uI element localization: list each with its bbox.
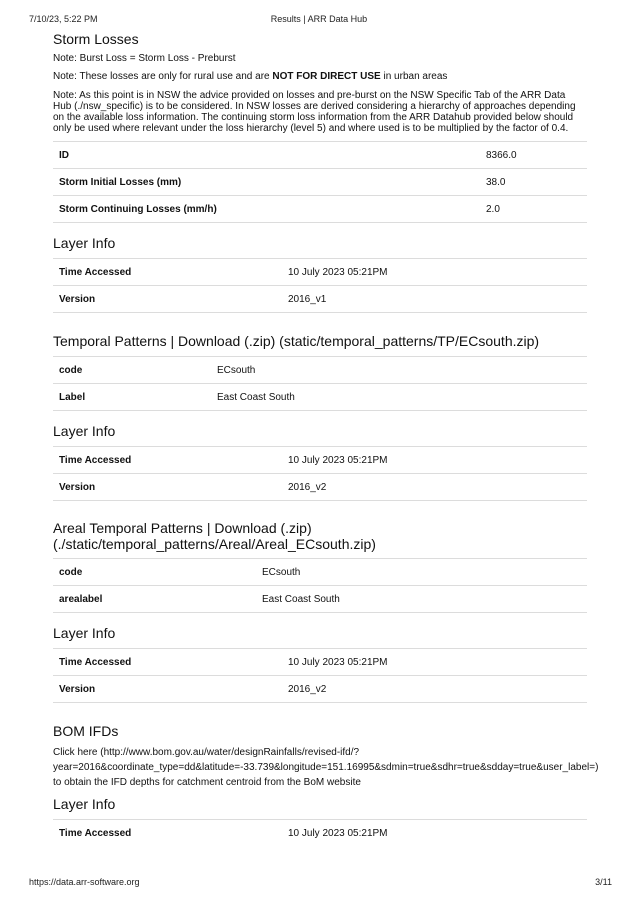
row-value: 38.0 <box>480 169 587 196</box>
row-value: 10 July 2023 05:21PM <box>282 259 587 286</box>
temporal-patterns-heading: Temporal Patterns | Download (.zip) (static/temporal_patterns/TP/ECsouth.zip) <box>53 333 540 349</box>
table-row <box>53 142 587 169</box>
table-row <box>53 649 587 676</box>
row-value: 8366.0 <box>480 142 587 169</box>
row-value: East Coast South <box>211 384 587 411</box>
row-label: Storm Initial Losses (mm) <box>53 169 480 196</box>
row-label: Version <box>53 474 282 501</box>
row-label: arealabel <box>53 586 256 613</box>
row-label: code <box>53 559 256 586</box>
row-value: 2016_v2 <box>282 474 587 501</box>
table-row <box>53 820 587 847</box>
print-datetime: 7/10/23, 5:22 PM <box>29 14 98 24</box>
bom-ifd-link[interactable]: Click here (http://www.bom.gov.au/water/designRainfalls/revised-ifd/? year=2016&coordinate_type=dd&latitude=-33.739&longitude=151.16995&sdmin=true&sdhr=true&sdday=true&user_label=) to obtain the IFD depths for catchment centroid from the BoM website <box>53 747 599 788</box>
print-page-number: 3/11 <box>595 877 612 887</box>
row-label: Version <box>53 676 282 703</box>
row-value: 10 July 2023 05:21PM <box>282 820 587 847</box>
layer-info-table <box>53 258 587 313</box>
rural-use-note: Note: These losses are only for rural use and are NOT FOR DIRECT USE in urban areas <box>53 71 448 82</box>
row-value: East Coast South <box>256 586 587 613</box>
row-label: Time Accessed <box>53 447 282 474</box>
table-row <box>53 559 587 586</box>
row-label: Label <box>53 384 211 411</box>
row-value: 2016_v1 <box>282 286 587 313</box>
table-row <box>53 586 587 613</box>
row-value: 10 July 2023 05:21PM <box>282 649 587 676</box>
row-label: Time Accessed <box>53 649 282 676</box>
temporal-patterns-table <box>53 356 587 411</box>
table-row <box>53 286 587 313</box>
table-row <box>53 384 587 411</box>
layer-info-heading: Layer Info <box>53 423 116 439</box>
print-footer-url: https://data.arr-software.org <box>29 877 140 887</box>
bom-ifds-heading: BOM IFDs <box>53 723 119 739</box>
row-value: 2.0 <box>480 196 587 223</box>
row-label: Time Accessed <box>53 259 282 286</box>
areal-temporal-patterns-heading: Areal Temporal Patterns | Download (.zip) (./static/temporal_patterns/Areal/Areal_ECsouth.zip) <box>53 520 376 552</box>
table-row <box>53 474 587 501</box>
row-value: ECsouth <box>211 357 587 384</box>
layer-info-table <box>53 819 587 846</box>
row-value: 10 July 2023 05:21PM <box>282 447 587 474</box>
table-row <box>53 169 587 196</box>
table-row <box>53 676 587 703</box>
layer-info-table <box>53 446 587 501</box>
table-row <box>53 447 587 474</box>
row-label: Version <box>53 286 282 313</box>
burst-loss-note: Note: Burst Loss = Storm Loss - Preburst <box>53 53 236 64</box>
table-row <box>53 259 587 286</box>
table-row <box>53 357 587 384</box>
row-value: ECsouth <box>256 559 587 586</box>
layer-info-heading: Layer Info <box>53 625 116 641</box>
row-label: Storm Continuing Losses (mm/h) <box>53 196 480 223</box>
row-label: code <box>53 357 211 384</box>
storm-losses-heading: Storm Losses <box>53 31 139 47</box>
row-label: ID <box>53 142 480 169</box>
table-row <box>53 196 587 223</box>
layer-info-table <box>53 648 587 703</box>
print-page-title: Results | ARR Data Hub <box>270 14 368 24</box>
areal-temporal-patterns-table <box>53 558 587 613</box>
storm-losses-table <box>53 141 587 223</box>
row-label: Time Accessed <box>53 820 282 847</box>
not-for-direct-use-label: NOT FOR DIRECT USE <box>272 71 381 82</box>
row-value: 2016_v2 <box>282 676 587 703</box>
layer-info-heading: Layer Info <box>53 796 116 812</box>
nsw-advice-note: Note: As this point is in NSW the advice provided on losses and pre-burst on the NSW Specific Tab of the ARR Data Hub (./nsw_specific) is to be considered. In NSW losses are derived considering a hierarchy of approaches depending on the available loss information. The continuing storm loss information from the ARR Datahub provided below should only be used where relevant under the loss hierarchy (level 5) and where used is to be multiplied by the factor of 0.4. <box>53 90 576 134</box>
layer-info-heading: Layer Info <box>53 235 116 251</box>
